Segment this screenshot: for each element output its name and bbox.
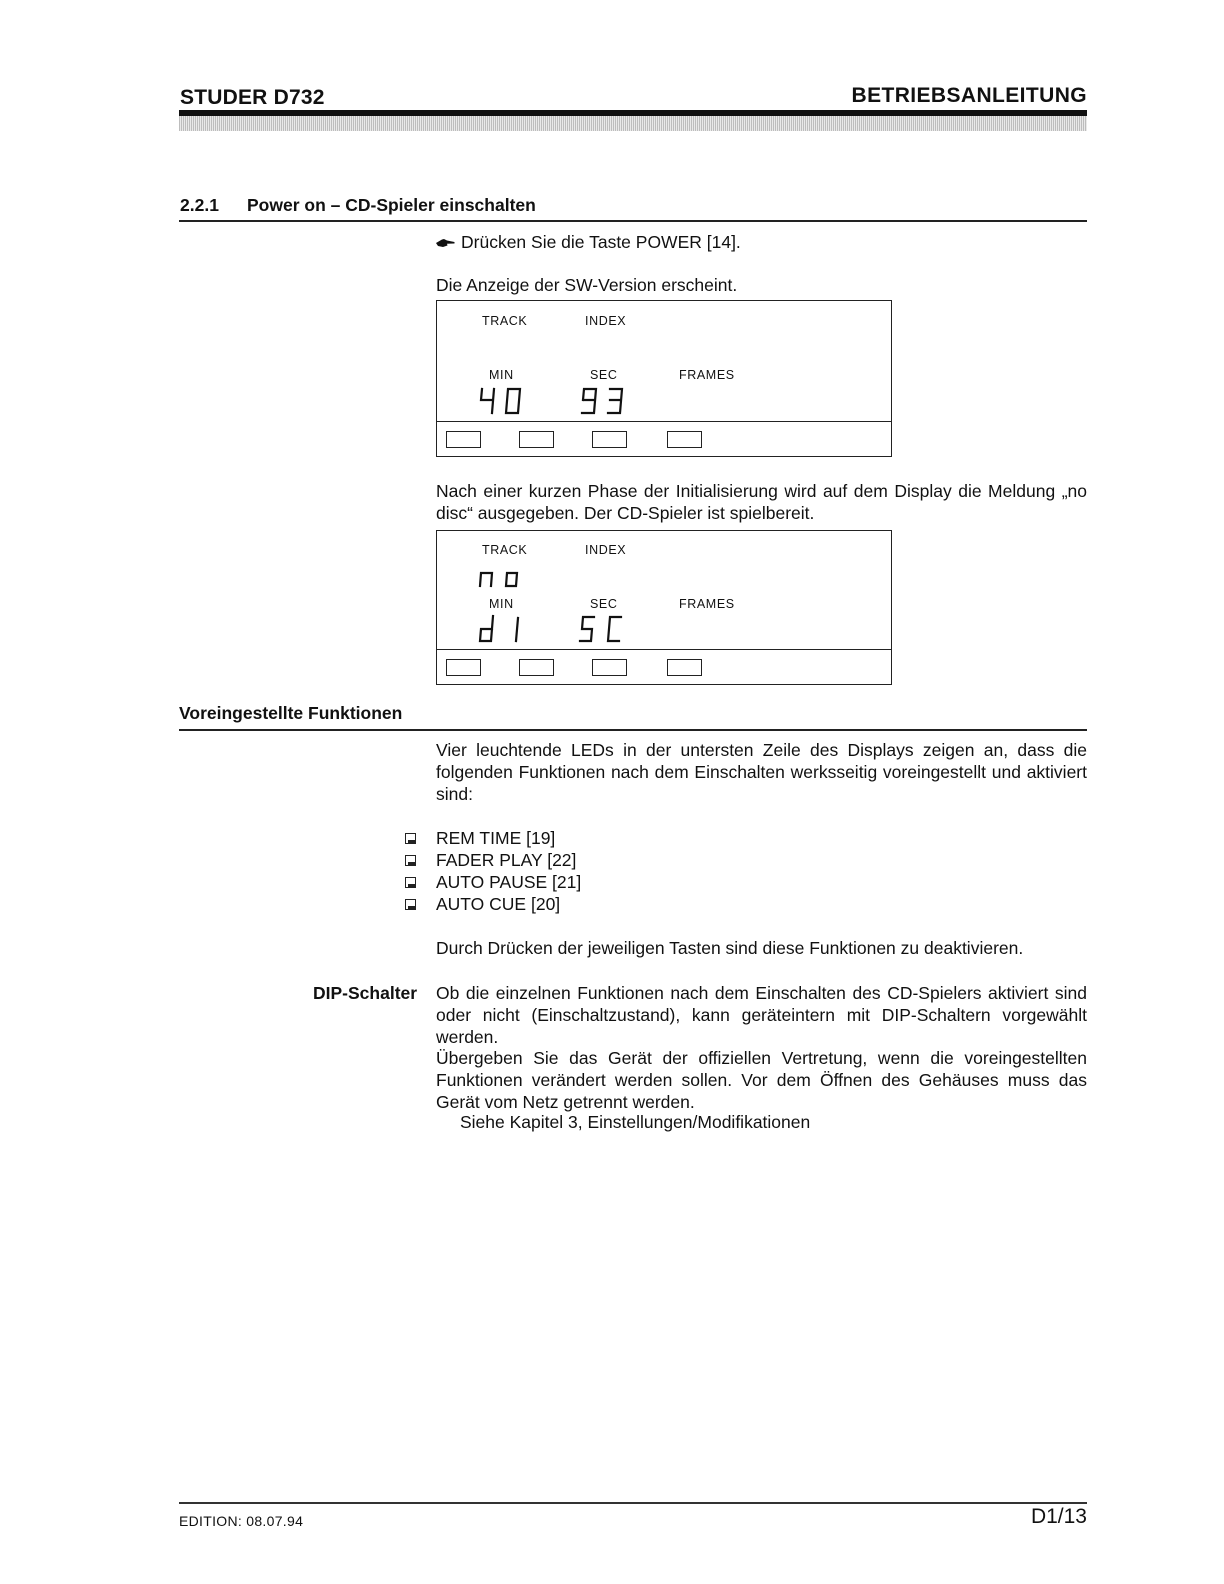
led-rem-time (446, 659, 481, 676)
sec-digits (578, 614, 628, 644)
track-label: TRACK (482, 543, 528, 557)
instruction-step-text: Drücken Sie die Taste POWER [14]. (461, 232, 741, 252)
led-rem-time (446, 431, 481, 448)
presets-rule (179, 729, 1087, 731)
sec-label: SEC (590, 597, 618, 611)
dip-label: DIP-Schalter (313, 983, 418, 1003)
presets-title: Voreingestellte Funktionen (179, 703, 403, 723)
index-label: INDEX (585, 314, 627, 328)
list-item: REM TIME [19] (436, 828, 556, 848)
edition-date: EDITION: 08.07.94 (179, 1513, 304, 1529)
page-number: D1/13 (1030, 1505, 1087, 1528)
footer-rule (179, 1502, 1087, 1504)
pointing-hand-icon (436, 238, 455, 248)
led-row (437, 649, 891, 684)
led-fader-play (519, 431, 554, 448)
led-fader-play (519, 659, 554, 676)
dip-paragraph-2: Übergeben Sie das Gerät der offiziellen Vertretung, wenn die voreingestellten Funktionen verändert werden sollen. Vor dem Öffnen des Gehäuses muss das Gerät vom Netz getrennt werden. (436, 1048, 1087, 1112)
lcd-display-no-disc (436, 530, 892, 685)
presets-intro: Vier leuchtende LEDs in der untersten Zeile des Displays zeigen an, dass die folgenden Funktionen nach dem Einschalten werksseitig voreingestellt und aktiviert sind: (436, 740, 1087, 804)
sw-version-text: Die Anzeige der SW-Version erscheint. (436, 275, 738, 295)
header-bar (179, 110, 1087, 131)
section-title: Power on – CD-Spieler einschalten (247, 195, 536, 215)
min-label: MIN (489, 368, 514, 382)
min-digits (478, 387, 528, 415)
led-row (437, 421, 891, 456)
section-rule (179, 220, 1087, 222)
init-text: Nach einer kurzen Phase der Initialisierung wird auf dem Display die Meldung „no disc“ ausgegeben. Der CD-Spieler ist spielbereit. (436, 481, 1087, 523)
min-label: MIN (489, 597, 514, 611)
led-auto-pause (592, 431, 627, 448)
list-item: AUTO PAUSE [21] (436, 872, 582, 892)
frames-label: FRAMES (679, 597, 735, 611)
checkbox-icon (405, 853, 416, 871)
dip-paragraph-1: Ob die einzelnen Funktionen nach dem Einschalten des CD-Spielers aktiviert sind oder nicht (Einschaltzustand), kann geräteintern mit DIP-Schaltern vorgewählt werden. (436, 983, 1087, 1047)
deactivate-text: Durch Drücken der jeweiligen Tasten sind diese Funktionen zu deaktivieren. (436, 938, 1024, 958)
lcd-display-sw-version (436, 300, 892, 457)
track-digits (478, 569, 522, 589)
min-digits (478, 614, 528, 644)
index-label: INDEX (585, 543, 627, 557)
led-auto-pause (592, 659, 627, 676)
sec-digits (580, 387, 630, 415)
led-auto-cue (667, 431, 702, 448)
sec-label: SEC (590, 368, 618, 382)
checkbox-icon (405, 897, 416, 915)
frames-label: FRAMES (679, 368, 735, 382)
track-label: TRACK (482, 314, 528, 328)
list-item: AUTO CUE [20] (436, 894, 561, 914)
checkbox-icon (405, 831, 416, 849)
checkbox-icon (405, 875, 416, 893)
section-number: 2.2.1 (180, 195, 219, 215)
document-type: BETRIEBSANLEITUNG (851, 84, 1087, 107)
instruction-step (436, 231, 741, 253)
led-auto-cue (667, 659, 702, 676)
list-item: FADER PLAY [22] (436, 850, 577, 870)
document-title: STUDER D732 (180, 86, 325, 109)
chapter-reference: Siehe Kapitel 3, Einstellungen/Modifikationen (460, 1112, 811, 1132)
